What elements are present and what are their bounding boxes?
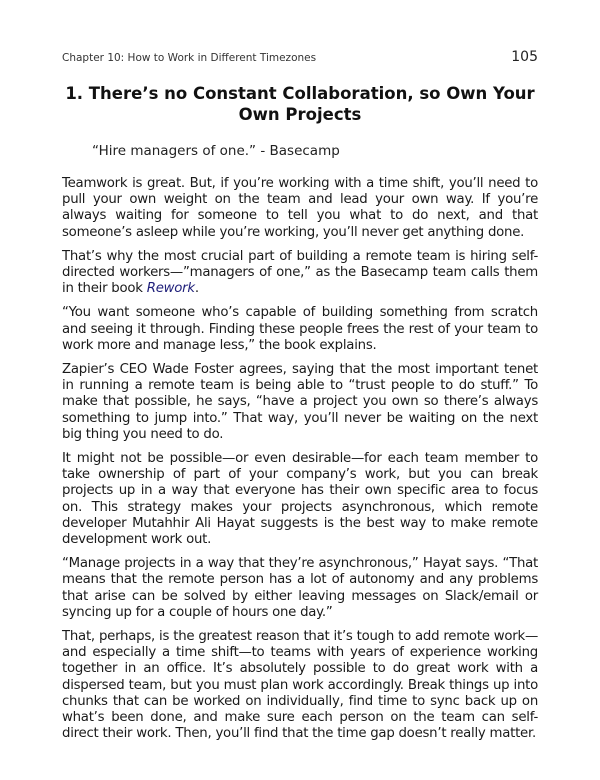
- epigraph: “Hire managers of one.” - Basecamp: [92, 143, 340, 159]
- paragraph: That, perhaps, is the greatest reason that it’s tough to add remote work—and especially a time shift—to teams with years of experience working together in an office. It’s absolutely possible to do great work with a dispersed team, but you must plan work accordingly. Break things up into chunks that can be worked on individually, find time to sync back up on what’s been done, and make sure each person on the team can self-direct their work. Then, you’ll find that the time gap doesn’t really matter.: [62, 629, 538, 742]
- paragraph-text: .: [194, 281, 199, 297]
- running-header: [62, 49, 538, 65]
- section-title: 1. There’s no Constant Collaboration, so Own Your Own Projects: [65, 84, 535, 124]
- paragraph: [62, 249, 538, 298]
- paragraph: “Manage projects in a way that they’re asynchronous,” Hayat says. “That means that the remote person has a lot of autonomy and any problems that arise can be solved by either leaving messages on Slack/email or syncing up for a couple of hours one day.”: [62, 556, 538, 620]
- paragraph: It might not be possible—or even desirable—for each team member to take ownership of part of your company’s work, but you can break projects up in a way that everyone has their own specific area to focus on. This strategy makes your projects asynchronous, which remote developer Mutahhir Ali Hayat suggests is the best way to make remote development work out.: [62, 451, 538, 548]
- chapter-title: Chapter 10: How to Work in Different Timezones: [62, 52, 317, 64]
- paragraph: Zapier’s CEO Wade Foster agrees, saying that the most important tenet in running a remote team is being able to “trust people to do stuff.” To make that possible, he says, “have a project you own so there’s always something to jump into.” That way, you’ll never be waiting on the next big thing you need to do.: [62, 362, 538, 442]
- paragraph: “You want someone who’s capable of building something from scratch and seeing it through. Finding these people frees the rest of your team to work more and manage less,” the book explains.: [62, 305, 538, 353]
- page-number: 105: [511, 49, 538, 65]
- paragraph-text: That’s why the most crucial part of building a remote team is hiring self-directed workers—”managers of one,” as the Basecamp team calls them in their book: [62, 248, 538, 297]
- paragraph: Teamwork is great. But, if you’re working with a time shift, you’ll need to pull your own weight on the team and lead your own way. If you’re always waiting for someone to tell you what to do next, and that someone’s asleep while you’re working, you’ll never get anything done.: [62, 176, 538, 240]
- rework-link[interactable]: Rework: [146, 281, 195, 297]
- body-text: [62, 176, 538, 751]
